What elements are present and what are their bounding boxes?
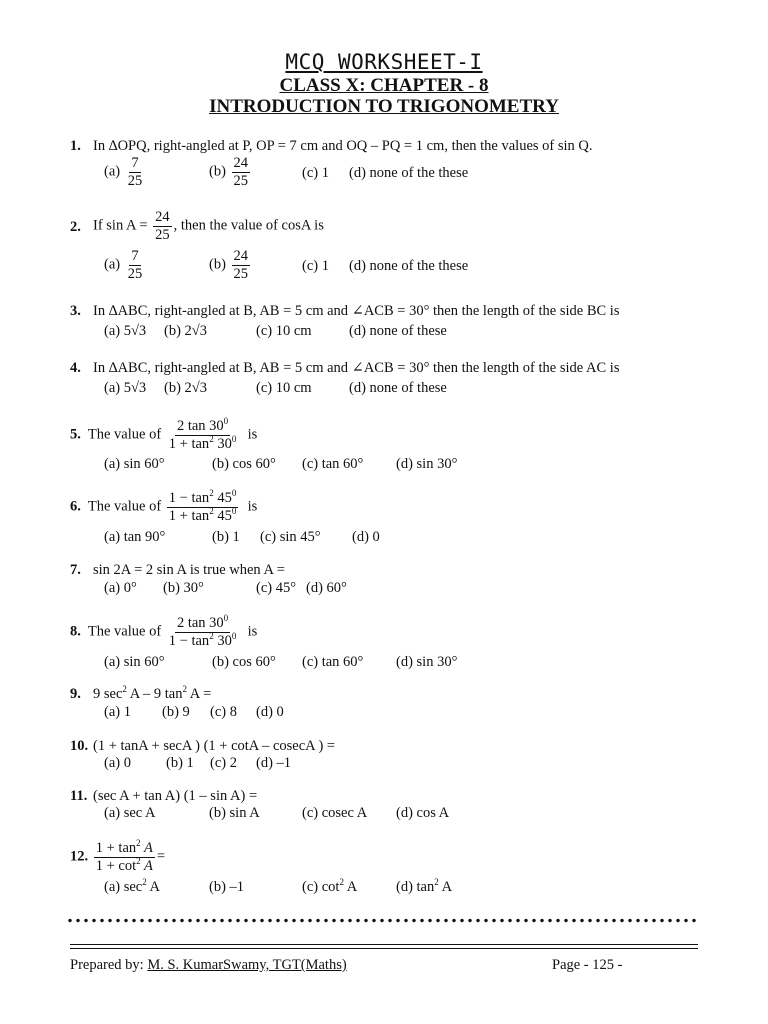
q12-option-d: (d) $\tan^2 A$ [396, 877, 453, 895]
q6-fraction: $\frac{1 - \tan^2 45^0}{1 + \tan^2 45^0}$ [168, 488, 237, 524]
q1-option-b [209, 155, 252, 189]
q1-option-a [104, 155, 146, 189]
footer-prepared-by [70, 957, 347, 974]
footer-rule-bottom [70, 948, 698, 949]
q4-text: In ∆ABC, right-angled at B, AB = 5 cm and ∠ACB = 30° then the length of the side AC is [93, 360, 620, 376]
q11-text: (sec A + tan A) (1 – sin A) = [93, 788, 258, 804]
q1-option-c: (c) 1 [302, 165, 329, 181]
q6-option-d: (d) 0 [352, 529, 380, 545]
q12-option-b: (b) –1 [209, 879, 245, 895]
q12-fraction: $\frac{1 + \tan^2 A}{1 + \cot^2 A}$ [95, 838, 153, 874]
q12-option-a: (a) $\sec^2 A$ [104, 877, 161, 895]
q9-option-d: (d) 0 [256, 704, 284, 720]
q2-a-fraction: $\frac{7}{25}$ [127, 248, 143, 282]
q1-b-fraction: $\frac{24}{25}$ [233, 155, 249, 189]
q1-a-label: (a) [104, 163, 121, 180]
q2-option-d: (d) none of the these [349, 258, 469, 274]
q3-option-b: (b) 2√3 [164, 323, 207, 339]
q5-option-d: (d) sin 30° [396, 456, 458, 472]
q9-text: 9 $\sec^2 A - 9$ $\tan^2 A$ = [93, 684, 212, 702]
q10-option-b: (b) 1 [166, 755, 194, 771]
q7-number: 7. [70, 562, 81, 578]
q6-option-c: (c) sin 45° [260, 529, 321, 545]
q9-option-c: (c) 8 [210, 704, 237, 720]
dotted-separator [66, 918, 700, 923]
q9-option-b: (b) 9 [162, 704, 190, 720]
prepared-by-label: Prepared by: [70, 957, 144, 973]
q9-option-a: (a) 1 [104, 704, 131, 720]
q4-option-b: (b) 2√3 [164, 380, 207, 396]
q10-option-c: (c) 2 [210, 755, 237, 771]
q9-number: 9. [70, 686, 81, 702]
q2-option-c: (c) 1 [302, 258, 329, 274]
q11-option-c: (c) cosec A [302, 805, 368, 821]
q11-number: 11. [70, 788, 88, 804]
q2-text: If sin A = $\frac{24}{25}$ , then the value of cosA is [93, 209, 324, 243]
q4-option-c: (c) 10 cm [256, 380, 312, 396]
footer-rule-top [70, 944, 698, 945]
q4-option-d: (d) none of these [349, 380, 447, 396]
q7-text: sin 2A = 2 sin A is true when A = [93, 562, 285, 578]
q8-option-d: (d) sin 30° [396, 654, 458, 670]
q6-option-b: (b) 1 [212, 529, 240, 545]
q2-fraction: $\frac{24}{25}$ [155, 209, 170, 243]
q10-number: 10. [70, 738, 89, 754]
q5-stem: 5. The value of $\frac{2 \tan 30^0}{1 + \tan^2 30^0}$ is [70, 416, 258, 452]
q2-b-fraction: $\frac{24}{25}$ [233, 248, 249, 282]
q8-fraction: $\frac{2 \tan 30^0}{1 - \tan^2 30^0}$ [168, 613, 237, 649]
q11-option-a: (a) sec A [104, 805, 156, 821]
q5-number: 5. [70, 426, 81, 443]
q2-number: 2. [70, 219, 81, 235]
q10-text: (1 + tanA + secA ) (1 + cotA – cosecA ) = [93, 738, 336, 754]
q12-option-c: (c) $\cot^2 A$ [302, 877, 358, 895]
q5-option-b: (b) cos 60° [212, 456, 276, 472]
q3-option-d: (d) none of these [349, 323, 447, 339]
q1-text: In ∆OPQ, right-angled at P, OP = 7 cm and OQ – PQ = 1 cm, then the values of sin Q. [93, 138, 593, 154]
q4-option-a: (a) 5√3 [104, 380, 147, 396]
chapter-name-heading: INTRODUCTION TO TRIGONOMETRY [209, 96, 559, 117]
q7-option-c: (c) 45° [256, 580, 297, 596]
author-name: M. S. KumarSwamy, TGT(Maths) [147, 957, 347, 973]
q11-option-b: (b) sin A [209, 805, 260, 821]
q1-option-d: (d) none of the these [349, 165, 469, 181]
q6-option-a: (a) tan 90° [104, 529, 166, 545]
q5-fraction: $\frac{2 \tan 30^0}{1 + \tan^2 30^0}$ [168, 416, 237, 452]
q8-number: 8. [70, 623, 81, 640]
class-chapter-heading: CLASS X: CHAPTER - 8 [279, 75, 489, 96]
q2-option-a: (a) $\frac{7}{25}$ [104, 248, 143, 282]
q3-text: In ∆ABC, right-angled at B, AB = 5 cm and ∠ACB = 30° then the length of the side BC is [93, 303, 620, 319]
q10-option-a: (a) 0 [104, 755, 131, 771]
q7-option-a: (a) 0° [104, 580, 137, 596]
q7-option-d: (d) 60° [306, 580, 347, 596]
q5-option-a: (a) sin 60° [104, 456, 165, 472]
q1-b-label: (b) [209, 163, 226, 180]
q2-option-b: (b) $\frac{24}{25}$ [209, 248, 249, 282]
q6-stem: 6. The value of $\frac{1 - \tan^2 45^0}{1 + \tan^2 45^0}$ is [70, 488, 258, 524]
q3-option-c: (c) 10 cm [256, 323, 312, 339]
q12-stem: 12. $\frac{1 + \tan^2 A}{1 + \cot^2 A}$ = [70, 838, 166, 874]
q8-option-c: (c) tan 60° [302, 654, 364, 670]
q4-number: 4. [70, 360, 81, 376]
q8-option-b: (b) cos 60° [212, 654, 276, 670]
q3-option-a: (a) 5√3 [104, 323, 147, 339]
q12-number: 12. [70, 848, 89, 865]
q1-number: 1. [70, 138, 81, 154]
q10-option-d: (d) –1 [256, 755, 292, 771]
q6-number: 6. [70, 498, 81, 515]
q1-a-fraction: $\frac{7}{25}$ [127, 155, 143, 189]
q8-option-a: (a) sin 60° [104, 654, 165, 670]
q11-option-d: (d) cos A [396, 805, 450, 821]
worksheet-title: MCQ WORKSHEET-I [285, 50, 483, 74]
page-number: Page - 125 - [552, 957, 623, 973]
q3-number: 3. [70, 303, 81, 319]
q8-stem: 8. The value of $\frac{2 \tan 30^0}{1 - \tan^2 30^0}$ is [70, 613, 258, 649]
q7-option-b: (b) 30° [163, 580, 204, 596]
q5-option-c: (c) tan 60° [302, 456, 364, 472]
